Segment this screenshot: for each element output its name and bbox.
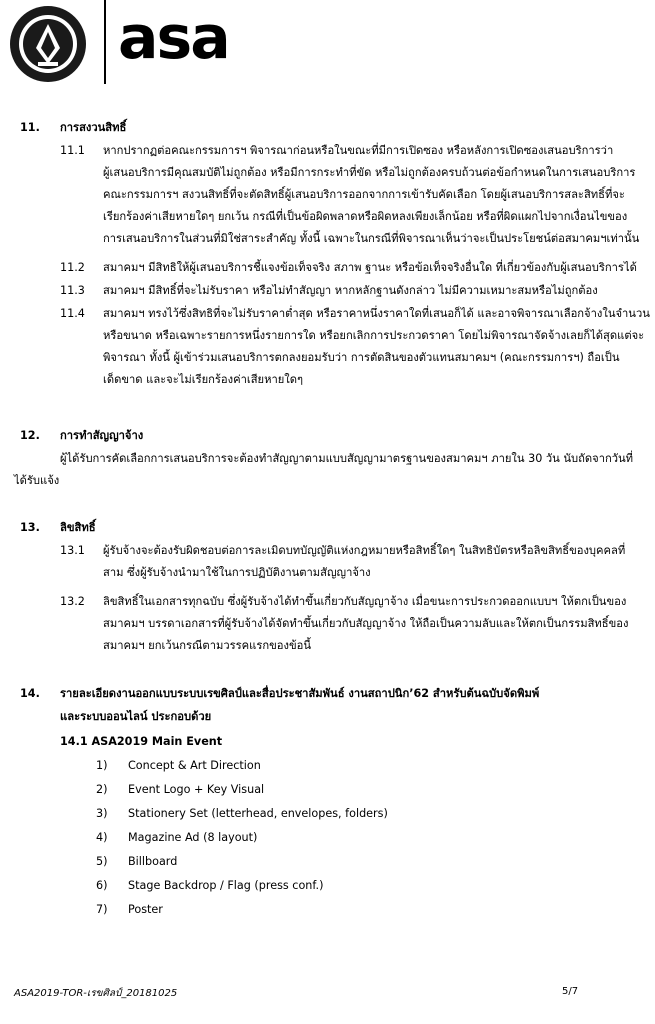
list-item-number: 4): [96, 831, 108, 844]
clause-number: 11.4: [60, 307, 85, 320]
asa-logo: [118, 8, 248, 72]
clause-line: ผู้เสนอบริการมีคุณสมบัติไม่ถูกต้อง หรือมีการกระทำที่ขัด หรือไม่ถูกต้องครบถ้วนต่อข้อกำหนดในการเสนอบริการ: [103, 166, 636, 179]
association-seal-icon: [8, 4, 88, 84]
clause-number: 13.1: [60, 544, 85, 557]
list-item: Poster: [128, 903, 163, 916]
section-title: รายละเอียดงานออกแบบระบบเรขศิลป์และสื่อประชาสัมพันธ์ งานสถาปนิก’62 สำหรับต้นฉบับจัดพิมพ์: [60, 687, 540, 700]
section-number: 12.: [20, 429, 40, 442]
clause-line: ผู้รับจ้างจะต้องรับผิดชอบต่อการละเมิดบทบัญญัติแห่งกฎหมายหรือสิทธิ์ใดๆ ในสิทธิบัตรหรือลิขสิทธิ์ของบุคคลที่: [103, 544, 626, 557]
list-item-number: 6): [96, 879, 108, 892]
list-item: Event Logo + Key Visual: [128, 783, 265, 796]
clause-number: 11.2: [60, 261, 85, 274]
section-number: 11.: [20, 121, 40, 134]
subsection-title: 14.1 ASA2019 Main Event: [60, 735, 223, 748]
clause-line: พิจารณา ทั้งนี้ ผู้เข้าร่วมเสนอบริการตกลงยอมรับว่า การตัดสินของตัวแทนสมาคมฯ (คณะกรรมการฯ) ถือเป็น: [103, 351, 620, 364]
page-header: [0, 0, 655, 90]
list-item: Concept & Art Direction: [128, 759, 261, 772]
list-item-number: 7): [96, 903, 108, 916]
list-item-number: 5): [96, 855, 108, 868]
clause-line: สมาคมฯ ยกเว้นกรณีตามวรรคแรกของข้อนี้: [103, 639, 311, 652]
page-number: 5/7: [562, 986, 579, 997]
clause-line: สมาคมฯ บรรดาเอกสารที่ผู้รับจ้างได้จัดทำขึ้นเกี่ยวกับสัญญาจ้าง ให้ถือเป็นความลับและให้ตกเป็นกรรมสิทธิ์ของ: [103, 617, 629, 630]
footer-doc-id: ASA2019-TOR-เรขศิลป์_20181025: [14, 988, 178, 999]
clause-line: หรือขนาด หรือเฉพาะรายการหนึ่งรายการใด หรือยกเลิกการประกวดราคา โดยไม่พิจารณาจัดจ้างเลยก็ได้สุดแต่จะ: [103, 329, 645, 342]
clause-number: 11.1: [60, 144, 85, 157]
header-divider: [104, 0, 106, 84]
clause-line: ลิขสิทธิ์ในเอกสารทุกฉบับ ซึ่งผู้รับจ้างได้ทำขึ้นเกี่ยวกับสัญญาจ้าง เมื่อขนะการประกวดออกแบบฯ ให้ตกเป็นของ: [103, 595, 627, 608]
paragraph-line: ผู้ได้รับการคัดเลือกการเสนอบริการจะต้องทำสัญญาตามแบบสัญญามาตรฐานของสมาคมฯ ภายใน 30 วัน นับถัดจากวันที่: [60, 452, 634, 465]
clause-number: 11.3: [60, 284, 85, 297]
section-title: การทำสัญญาจ้าง: [60, 429, 144, 442]
clause-line: สมาคมฯ ทรงไว้ซึ่งสิทธิที่จะไม่รับราคาต่ำสุด หรือราคาหนึ่งราคาใดที่เสนอก็ได้ และอาจพิจารณาเลือกจ้างในจำนวน: [103, 307, 650, 320]
list-item-number: 2): [96, 783, 108, 796]
clause-line: หากปรากฏต่อคณะกรรมการฯ พิจารณาก่อนหรือในขณะที่มีการเปิดซอง หรือหลังการเปิดซองเสนอบริการว่า: [103, 144, 614, 157]
paragraph-line: ได้รับแจ้ง: [14, 474, 60, 487]
section-number: 13.: [20, 521, 40, 534]
section-title: ลิขสิทธิ์: [60, 521, 96, 534]
list-item: Billboard: [128, 855, 178, 868]
list-item-number: 3): [96, 807, 108, 820]
list-item: Magazine Ad (8 layout): [128, 831, 258, 844]
section-title: และระบบออนไลน์ ประกอบด้วย: [60, 710, 212, 723]
list-item: Stage Backdrop / Flag (press conf.): [128, 879, 324, 892]
clause-line: สมาคมฯ มีสิทธิให้ผู้เสนอบริการชี้แจงข้อเท็จจริง สภาพ ฐานะ หรือข้อเท็จจริงอื่นใด ที่เกี่ยวข้องกับผู้เสนอบริการได้: [103, 261, 637, 274]
clause-line: สมาคมฯ มีสิทธิ์ที่จะไม่รับราคา หรือไม่ทำสัญญา หากหลักฐานดังกล่าว ไม่มีความเหมาะสมหรือไม่ถูกต้อง: [103, 284, 598, 297]
section-number: 14.: [20, 687, 40, 700]
clause-number: 13.2: [60, 595, 85, 608]
list-item-number: 1): [96, 759, 108, 772]
clause-line: เด็ดขาด และจะไม่เรียกร้องค่าเสียหายใดๆ: [103, 373, 304, 386]
clause-line: สาม ซึ่งผู้รับจ้างนำมาใช้ในการปฏิบัติงานตามสัญญาจ้าง: [103, 566, 371, 579]
clause-line: เรียกร้องค่าเสียหายใดๆ ยกเว้น กรณีที่เป็นข้อผิดพลาดหรือผิดหลงเพียงเล็กน้อย หรือที่ผิดแผกไปจากเงื่อนไขของ: [103, 210, 628, 223]
section-title: การสงวนสิทธิ์: [60, 121, 127, 134]
svg-text:asa: asa: [118, 8, 229, 72]
clause-line: คณะกรรมการฯ สงวนสิทธิ์ที่จะตัดสิทธิ์ผู้เสนอบริการออกจากการเข้ารับคัดเลือก โดยผู้เสนอบริการสละสิทธิ์ที่จะ: [103, 188, 625, 201]
list-item: Stationery Set (letterhead, envelopes, folders): [128, 807, 388, 820]
clause-line: การเสนอบริการในส่วนที่มิใช่สาระสำคัญ ทั้งนี้ เฉพาะในกรณีที่พิจารณาเห็นว่าจะเป็นประโยชน์ต่อสมาคมฯเท่านั้น: [103, 232, 640, 245]
